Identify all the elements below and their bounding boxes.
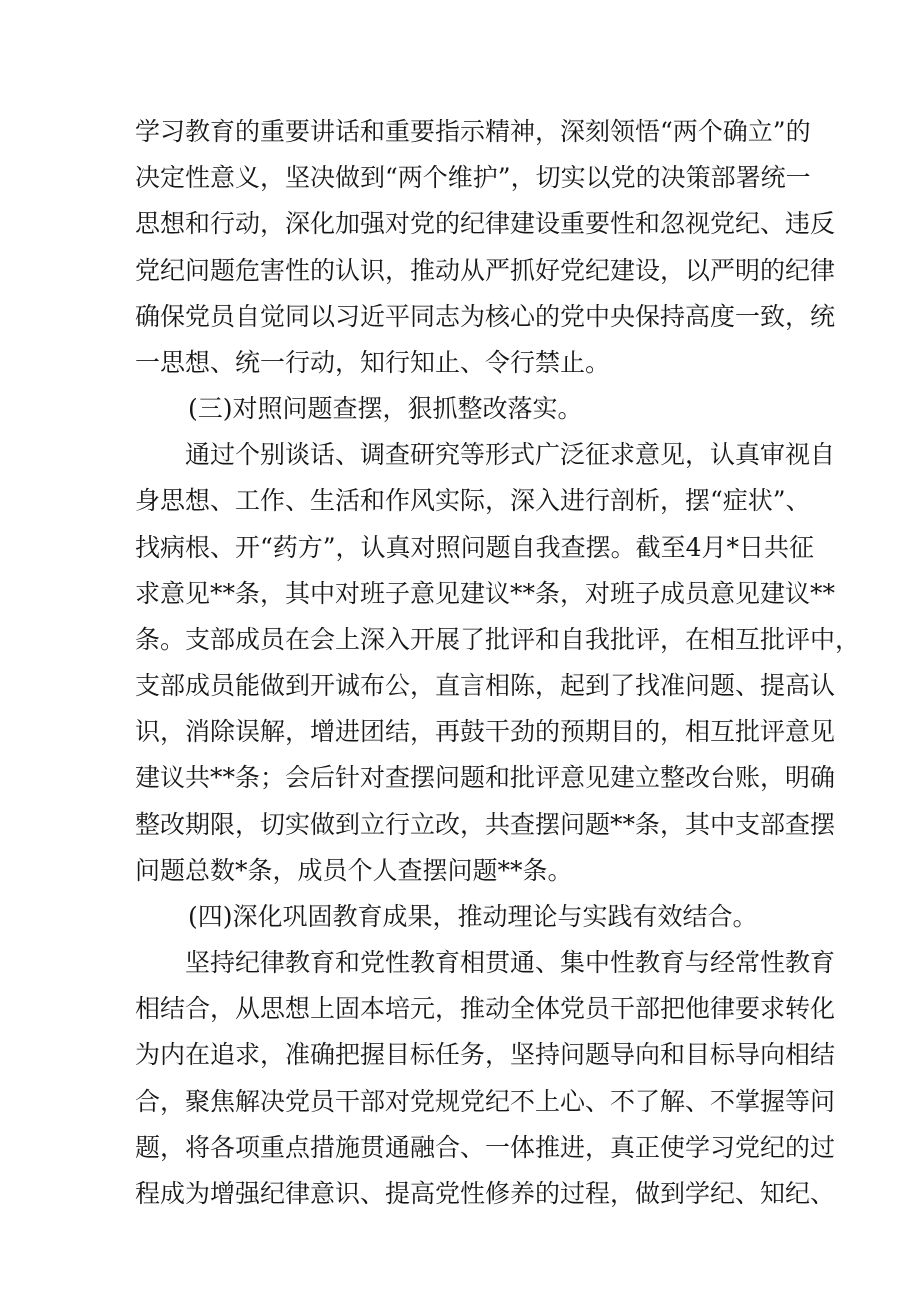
body-line: 确保党员自觉同以习近平同志为核心的党中央保持高度一致，统 xyxy=(135,302,836,331)
body-line: 建议共**条；会后针对查摆问题和批评意见建立整改台账，明确 xyxy=(135,763,836,792)
body-line: 党纪问题危害性的认识，推动从严抓好党纪建设，以严明的纪律 xyxy=(135,256,836,285)
body-line: 合，聚焦解决党员干部对党规党纪不上心、不了解、不掌握等问 xyxy=(135,1087,836,1116)
body-line: 为内在追求，准确把握目标任务，坚持问题导向和目标导向相结 xyxy=(135,1040,836,1069)
body-line: 求意见**条，其中对班子意见建议**条，对班子成员意见建议** xyxy=(135,579,836,608)
body-line: 决定性意义，坚决做到“两个维护”，切实以党的决策部署统一 xyxy=(135,163,811,192)
body-line: 学习教育的重要讲话和重要指示精神，深刻领悟“两个确立”的 xyxy=(135,117,811,146)
body-line: 思想和行动，深化加强对党的纪律建设重要性和忽视党纪、违反 xyxy=(135,209,836,238)
paragraph-first-line: 坚持纪律教育和党性教育相贯通、集中性教育与经常性教育 xyxy=(185,948,836,977)
body-line: 程成为增强纪律意识、提高党性修养的过程，做到学纪、知纪、 xyxy=(135,1179,836,1208)
section-heading-4: (四)深化巩固教育成果，推动理论与实践有效结合。 xyxy=(188,902,758,931)
body-line: 找病根、开“药方”，认真对照问题自我查摆。截至4月*日共征 xyxy=(135,533,814,562)
body-line: 身思想、工作、生活和作风实际，深入进行剖析，摆“症状”、 xyxy=(135,486,811,515)
body-line: 题，将各项重点措施贯通融合、一体推进，真正使学习党纪的过 xyxy=(135,1133,836,1162)
body-line: 整改期限，切实做到立行立改，共查摆问题**条，其中支部查摆 xyxy=(135,810,836,839)
body-line: 条。支部成员在会上深入开展了批评和自我批评，在相互批评中， xyxy=(135,625,861,654)
body-line: 相结合，从思想上固本培元，推动全体党员干部把他律要求转化 xyxy=(135,994,836,1023)
section-heading-3: (三)对照问题查摆，狠抓整改落实。 xyxy=(188,394,583,423)
body-line: 一思想、统一行动，知行知止、令行禁止。 xyxy=(135,348,611,377)
body-line: 识，消除误解，增进团结，再鼓干劲的预期目的，相互批评意见 xyxy=(135,717,836,746)
body-line: 支部成员能做到开诚布公，直言相陈，起到了找准问题、提高认 xyxy=(135,671,836,700)
body-line: 问题总数*条，成员个人查摆问题**条。 xyxy=(135,856,573,885)
paragraph-first-line: 通过个别谈话、调查研究等形式广泛征求意见，认真审视自 xyxy=(185,440,836,469)
